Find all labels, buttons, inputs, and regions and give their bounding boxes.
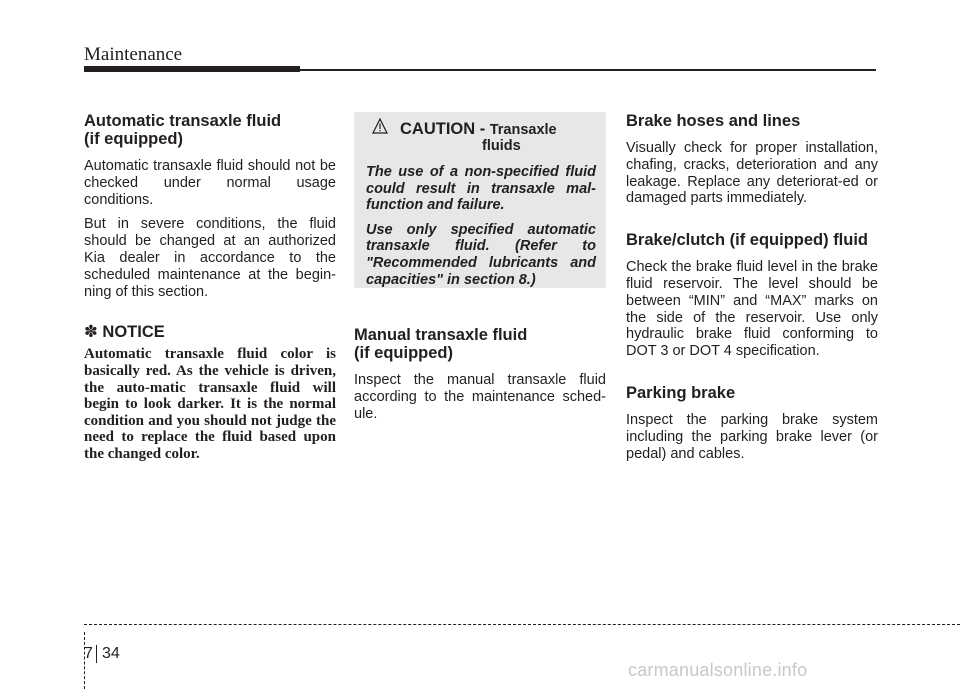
notice-title (84, 322, 336, 342)
caution-header (366, 120, 596, 154)
heading-parking-brake: Parking brake (626, 383, 736, 402)
heading-line: Automatic transaxle fluid (84, 112, 282, 130)
caution-text: The use of a non-specified fluid could result in transaxle mal-function and failure. (366, 164, 596, 214)
warning-triangle-icon (372, 118, 388, 134)
watermark: carmanualsonline.info (628, 660, 808, 680)
column-left (84, 112, 336, 463)
footer-rule (84, 624, 960, 626)
notice-body: Automatic transaxle fluid color is basically red. As the vehicle is driven, the auto-matic transaxle fluid will begin to look darker. It is the normal condition and you should not judge the need to replace the fluid based upon the changed color. (84, 346, 336, 462)
caution-text: Use only specified automatic transaxle fluid. (Refer to "Recommended lubricants and capacities" in section 8.) (366, 221, 596, 288)
heading-automatic-transaxle (84, 112, 336, 148)
heading-line: (if equipped) (354, 344, 453, 362)
notice-star-icon: ✽ (84, 323, 98, 342)
heading-line: Manual transaxle fluid (354, 326, 528, 344)
header-bar (84, 66, 300, 72)
paragraph: Automatic transaxle fluid should not be checked under normal usage conditions. (84, 158, 336, 208)
header-rule (300, 69, 876, 71)
caution-box (354, 112, 606, 288)
heading-line: (if equipped) (84, 130, 183, 148)
footer-divider (96, 645, 97, 663)
heading-manual-transaxle (354, 326, 606, 362)
caution-subject: fluids (482, 138, 521, 154)
caution-label: CAUTION - (400, 120, 486, 138)
column-right (626, 112, 878, 470)
page-number: 34 (102, 645, 120, 662)
paragraph: But in severe conditions, the fluid should be changed at an authorized Kia dealer in accordance to the scheduled maintenance at the begin-ning of this section. (84, 216, 336, 300)
page-section-title: Maintenance (84, 44, 183, 65)
paragraph: Inspect the parking brake system including the parking brake lever (or pedal) and cables. (626, 411, 878, 462)
paragraph: Check the brake fluid level in the brake fluid reservoir. The level should be between “MIN” and “MAX” marks on the side of the reservoir. Use only hydraulic brake fluid conforming to DOT 3 or DOT 4 specification. (626, 259, 878, 360)
paragraph: Visually check for proper installation, chafing, cracks, deterioration and any leakage. Replace any deteriorat-ed or damaged parts immediately. (626, 140, 878, 207)
heading-brake-fluid: Brake/clutch (if equipped) fluid (626, 231, 869, 250)
paragraph: Inspect the manual transaxle fluid according to the maintenance sched-ule. (354, 372, 606, 422)
chapter-number: 7 (84, 645, 93, 662)
caution-subject: Transaxle (489, 122, 557, 138)
column-middle (354, 112, 606, 430)
heading-brake-hoses: Brake hoses and lines (626, 112, 801, 130)
notice-label: NOTICE (102, 323, 165, 342)
